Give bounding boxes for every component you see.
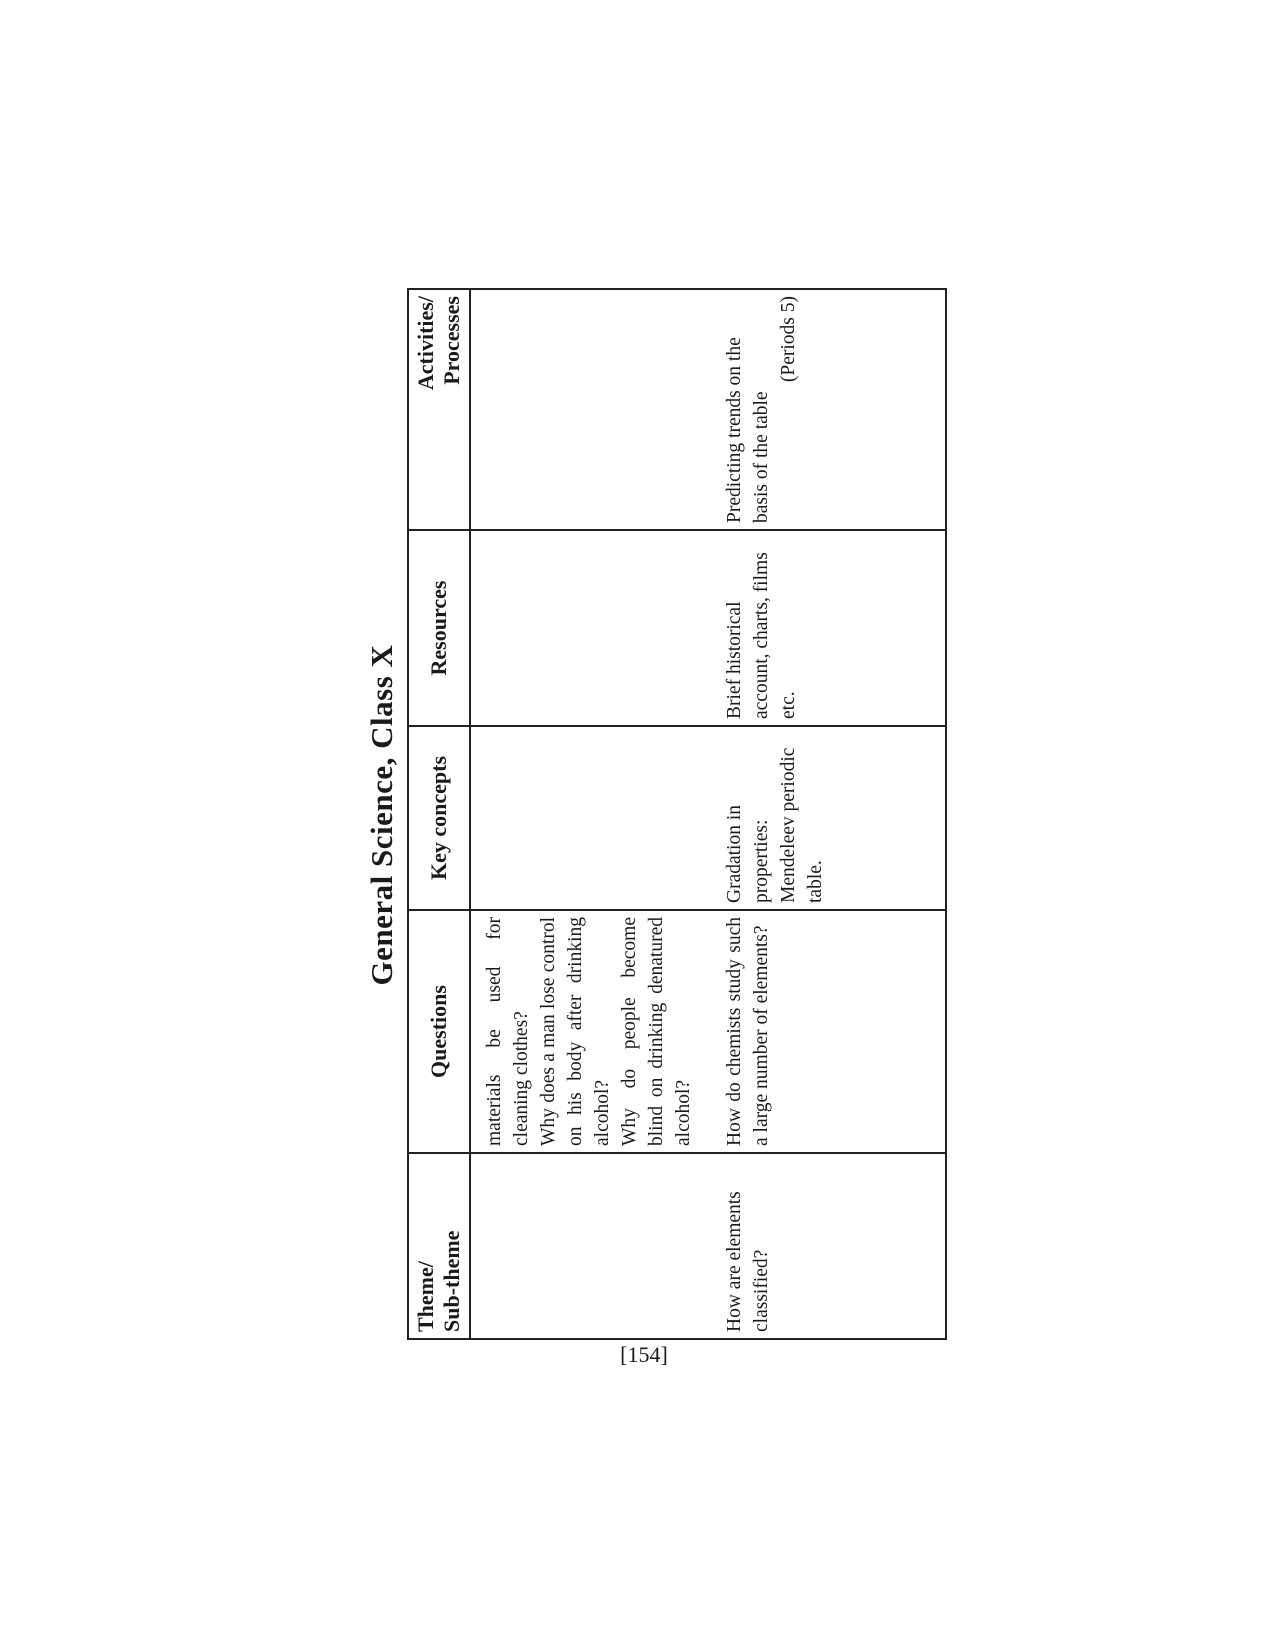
page-number: [154] (620, 1342, 668, 1367)
table-row (470, 289, 717, 1339)
page-title: General Science, Class X (364, 644, 399, 986)
header-theme-line2: Sub-theme (439, 1230, 464, 1332)
cell-resources: Brief historical account, charts, films etc. (717, 530, 946, 726)
syllabus-table (407, 288, 947, 1340)
table-row (717, 289, 946, 1339)
header-activities-line2: Processes (439, 296, 464, 385)
table-header-row (408, 289, 470, 1339)
question-text: How do chemists study such a large number of elements? (724, 917, 772, 1146)
activities-text: Predicting trends on the basis of the table (724, 337, 772, 523)
header-resources: Resources (408, 530, 470, 726)
cell-key-concepts (470, 726, 717, 910)
header-key-concepts: Key concepts (408, 726, 470, 910)
cell-activities (470, 289, 717, 530)
cell-key-concepts: Gradation in properties: Mendeleev periodic table. (717, 726, 946, 910)
header-theme-line1: Theme/ (413, 1261, 438, 1332)
cell-questions (470, 910, 717, 1153)
cell-theme (470, 1153, 717, 1339)
question-text: Why does a man lose control on his body after drinking alcohol? (538, 917, 613, 1146)
rotated-page-content (357, 290, 917, 1367)
header-questions: Questions (408, 910, 470, 1153)
question-text: materials be used for cleaning clothes? (484, 917, 532, 1146)
cell-theme: How are elements classified? (717, 1153, 946, 1339)
cell-resources (470, 530, 717, 726)
activities-periods: (Periods 5) (778, 296, 799, 383)
cell-activities (717, 289, 946, 530)
header-theme (408, 1153, 470, 1339)
header-activities (408, 289, 470, 530)
cell-questions (717, 910, 946, 1153)
question-text: Why do people become blind on drinking denatured alcohol? (619, 917, 694, 1146)
header-activities-line1: Activities/ (413, 296, 438, 391)
